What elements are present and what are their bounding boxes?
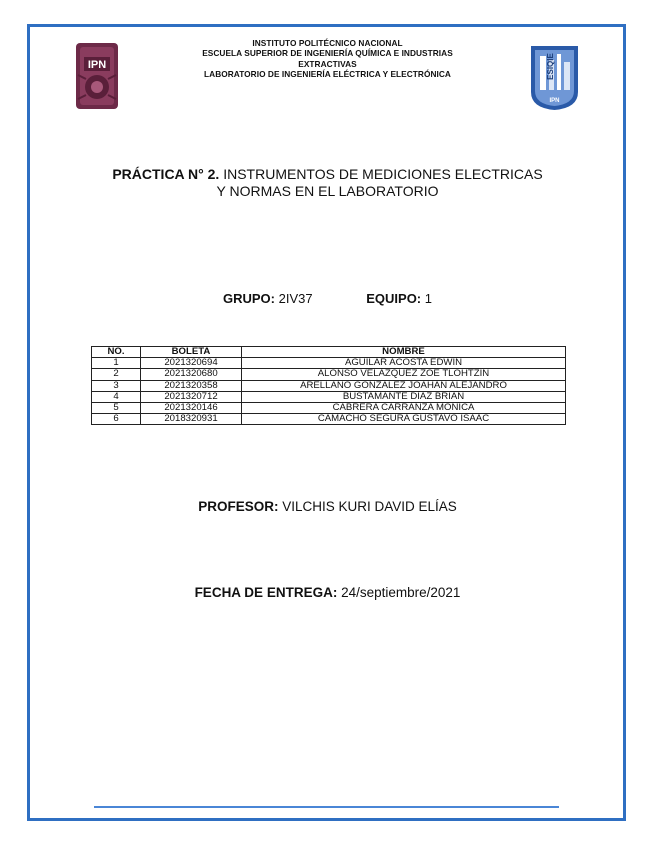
header-institute: INSTITUTO POLITÉCNICO NACIONAL (252, 38, 403, 48)
delivery-date-label: FECHA DE ENTREGA: (194, 585, 338, 600)
professor-line (60, 499, 595, 514)
table-row (92, 380, 566, 391)
row-no: 2 (92, 369, 141, 380)
table-row (92, 391, 566, 402)
row-no: 1 (92, 358, 141, 369)
row-boleta: 2018320931 (141, 414, 242, 425)
header-boleta: BOLETA (141, 347, 242, 358)
group-team-line (100, 291, 555, 306)
header-school: ESCUELA SUPERIOR DE INGENIERÍA QUÍMICA E INDUSTRIAS (202, 48, 453, 59)
practice-title (60, 166, 595, 200)
row-no: 5 (92, 403, 141, 414)
practice-title-line1: INSTRUMENTOS DE MEDICIONES ELECTRICAS (223, 166, 543, 182)
row-boleta: 2021320712 (141, 391, 242, 402)
row-no: 6 (92, 414, 141, 425)
table-row (92, 369, 566, 380)
group-label: GRUPO: (223, 291, 275, 306)
members-table (91, 346, 566, 425)
team-value: 1 (424, 291, 432, 306)
header-no: NO. (92, 347, 141, 358)
row-no: 4 (92, 391, 141, 402)
row-boleta: 2021320358 (141, 380, 242, 391)
row-nombre: AGUILAR ACOSTA EDWIN (242, 358, 566, 369)
esiqie-logo-icon (527, 40, 582, 112)
table-row (92, 414, 566, 425)
table-header-row (92, 347, 566, 358)
delivery-date-value: 24/septiembre/2021 (341, 585, 461, 600)
table-row (92, 403, 566, 414)
row-boleta: 2021320680 (141, 369, 242, 380)
row-nombre: BUSTAMANTE DÍAZ BRIAN (242, 391, 566, 402)
ipn-logo-text: IPN (87, 59, 107, 71)
row-nombre: CABRERA CARRANZA MONICA (242, 403, 566, 414)
institution-header (150, 38, 505, 79)
professor-name: VILCHIS KURI DAVID ELÍAS (282, 499, 457, 514)
table-row (92, 358, 566, 369)
ipn-logo-icon (70, 41, 124, 111)
row-nombre: ALONSO VELÁZQUEZ ZOE TLOHTZIN (242, 369, 566, 380)
esiqie-logo-sub: IPN (549, 98, 560, 104)
professor-label: PROFESOR: (198, 499, 279, 514)
header-school-cont: EXTRACTIVAS (298, 58, 357, 69)
header-lab: LABORATORIO DE INGENIERÍA ELÉCTRICA Y ELECTRÓNICA (204, 68, 451, 79)
header-nombre: NOMBRE (242, 347, 566, 358)
row-no: 3 (92, 380, 141, 391)
row-boleta: 2021320694 (141, 358, 242, 369)
row-nombre: ARELLANO GONZÁLEZ JOAHAN ALEJANDRO (242, 380, 566, 391)
footer-rule (94, 806, 559, 808)
practice-number-label: PRÁCTICA N° 2. (112, 166, 220, 182)
team-label: EQUIPO: (366, 291, 422, 306)
row-boleta: 2021320146 (141, 403, 242, 414)
practice-title-line2: Y NORMAS EN EL LABORATORIO (216, 183, 439, 199)
group-value: 2IV37 (278, 291, 313, 306)
row-nombre: CAMACHO SEGURA GUSTAVO ISAAC (242, 414, 566, 425)
esiqie-logo-text: ESIQIE (546, 53, 555, 80)
delivery-date-line (60, 585, 595, 600)
